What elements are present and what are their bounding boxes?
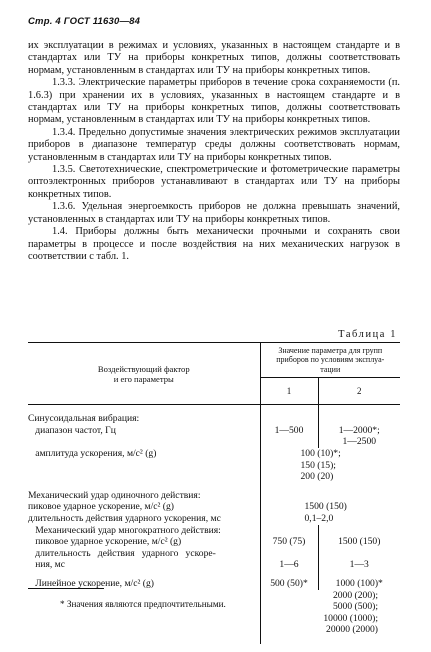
- footnote-divider: [28, 588, 104, 589]
- row-value-1: 500 (50)*: [260, 571, 318, 590]
- row-value-1: 1—500: [260, 405, 318, 448]
- table-row: [28, 483, 400, 525]
- header-group-values: Значение параметра для групп приборов по условиям эксплуа- тации: [260, 343, 400, 378]
- paragraph-1-4: 1.4. Приборы должны быть механически прочными и сохранять свои параметры в процессе и после воздействия на них механических нагрузок в соответствии с табл. 1.: [28, 226, 400, 262]
- row-value-2: 1—2000*; 1—2500: [338, 424, 380, 448]
- page-header: Стр. 4 ГОСТ 11630—84: [28, 16, 141, 27]
- table-row: [28, 571, 400, 590]
- table-row: [28, 405, 400, 448]
- row-factor: амплитуда ускорения, м/с² (g): [28, 448, 260, 483]
- row-factor: Линейное ускорение, м/с² (g): [28, 571, 260, 590]
- row-value-2: 1500 (150) 1—3: [338, 536, 381, 571]
- row-factor: Механический удар одиночного действия: пиковое ударное ускорение, м/с² (g) длительность действия ударного ускорения, мс: [28, 483, 260, 525]
- row-factor: Механический удар многократного действия: пиковое ударное ускорение, м/с² (g) длительность действия ударного ускоре- ния, мс: [28, 525, 260, 571]
- row-value-both: 100 (10)*; 150 (15); 200 (20): [300, 448, 341, 483]
- paragraph-1-3-6: 1.3.6. Удельная энергоемкость приборов не должна превышать значений, установленных в стандартах или ТУ на приборы конкретных типов.: [28, 201, 400, 225]
- table-row: [28, 525, 400, 571]
- row-value-2: 1000 (100)*: [335, 577, 383, 589]
- row-factor: [28, 590, 260, 644]
- row-value-both: 1500 (150) 0,1–2,0: [304, 501, 347, 524]
- footnote: * Значения являются предпочтительными.: [60, 599, 226, 609]
- table-row: [28, 448, 400, 483]
- header-col-1: 1: [260, 378, 318, 405]
- paragraph: их эксплуатации в режимах и условиях, указанных в настоящем стандарте и в стандартах или ТУ на приборы конкретных типов, должны соответствовать нормам, установленным в стандартах или ТУ на приборы конкретных типов.: [28, 40, 400, 76]
- paragraph-1-3-4: 1.3.4. Предельно допустимые значения электрических режимов эксплуатации приборов в диапазоне температур среды должны соответствовать нормам, установленным в стандартах или ТУ на приборы конкретных типов.: [28, 126, 400, 163]
- row-factor: Синусоидальная вибрация: диапазон частот, Гц: [28, 405, 260, 448]
- body-text: [28, 40, 400, 263]
- header-factor: Воздействующий фактор и его параметры: [28, 343, 260, 405]
- header-col-2: 2: [318, 378, 400, 405]
- table-title: Таблица 1: [338, 329, 397, 340]
- table-row: [28, 590, 400, 644]
- paragraph-1-3-3: 1.3.3. Электрические параметры приборов в течение срока сохраняемости (п. 1.6.3) при хранении их в условиях, указанных в настоящем стандарте и в стандартах или ТУ на приборы конкретных типов, должны соответствовать нормам, установленным в стандартах или ТУ на приборы конкретных типов.: [28, 77, 400, 126]
- row-value-both: 2000 (200); 5000 (500); 10000 (1000); 20000 (2000): [323, 589, 378, 636]
- row-value-1: 750 (75) 1—6: [260, 525, 318, 571]
- paragraph-1-3-5: 1.3.5. Светотехнические, спектрометрические и фотометрические параметры оптоэлектронных приборов устанавливают в стандартах или ТУ на приборы конкретных типов.: [28, 164, 400, 200]
